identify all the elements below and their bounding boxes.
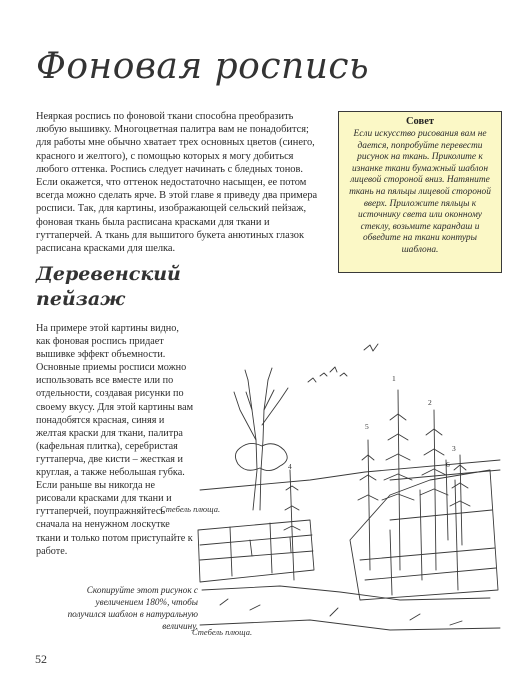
- sketch-number-5: 5: [365, 422, 369, 431]
- sketch-number-2: 2: [428, 398, 432, 407]
- landscape-sketch: [190, 330, 515, 650]
- figure-caption: Скопируйте этот рисунок с увеличением 180%, чтобы получился шаблон в натуральную величину.: [67, 585, 198, 631]
- sketch-number-3: 3: [452, 444, 456, 453]
- sketch-number-4: 4: [288, 462, 292, 471]
- page-number: 52: [35, 652, 47, 666]
- section-title: Деревенский пейзаж: [36, 263, 181, 310]
- section-paragraph: На примере этой картины видно, как фоновая роспись придает вышивке эффект объемности. Основные приемы росписи можно использовать все вместе или по отдельности, создавая рисунки по своему вкусу. Для этой картины вам понадобятся красная, синяя и желтая краски для ткани, палитра (кафельная плитка), серебристая гуттаперча, две кисти – жесткая и круглая, а также небольшая губка. Если раньше вы никогда не рисовали красками для ткани и гуттаперчей, поупражняйтесь сначала на ненужном лоскутке ткани и только потом приступайте к работе.: [36, 323, 194, 557]
- page-title: Фоновая роспись: [36, 46, 370, 87]
- sketch-number-1: 1: [392, 374, 396, 383]
- ivy-stem-label-bottom: Стебель плюща.: [192, 627, 253, 637]
- tip-box: [338, 111, 502, 273]
- ivy-stem-label-top: Стебель плюща.: [160, 504, 221, 514]
- intro-paragraph: Неяркая роспись по фоновой ткани способна преобразить любую вышивку. Многоцветная палитра вам не понадобится; для работы мне обычно хватает трех основных цветов (синего, красного и желтого), с помощью которых я могу добиться любого оттенка. Роспись следует начинать с бледных тонов. Если окажется, что оттенок недостаточно насыщен, ее потом всегда можно сделать ярче. В этой главе я приведу два примера росписи. Так, для картины, изображающей сельский пейзаж, фоновая ткань была расписана красками для ткани и гуттаперчей. А ткань для вышитого букета анютиных глазок расписана красками для шелка.: [36, 111, 318, 255]
- tip-text: Если искусство рисования вам не дается, попробуйте перевести рисунок на ткань. Приколите к изнанке ткани бумажный шаблон лицевой стороной вниз. Натяните ткань на пяльцы лицевой стороной вверх. Приложите пяльцы к источнику света или оконному стеклу, возьмите карандаш и обведите на ткани контуры шаблона.: [349, 129, 491, 255]
- tip-title: Совет: [405, 116, 435, 127]
- sketch-number-6: 6: [446, 460, 450, 469]
